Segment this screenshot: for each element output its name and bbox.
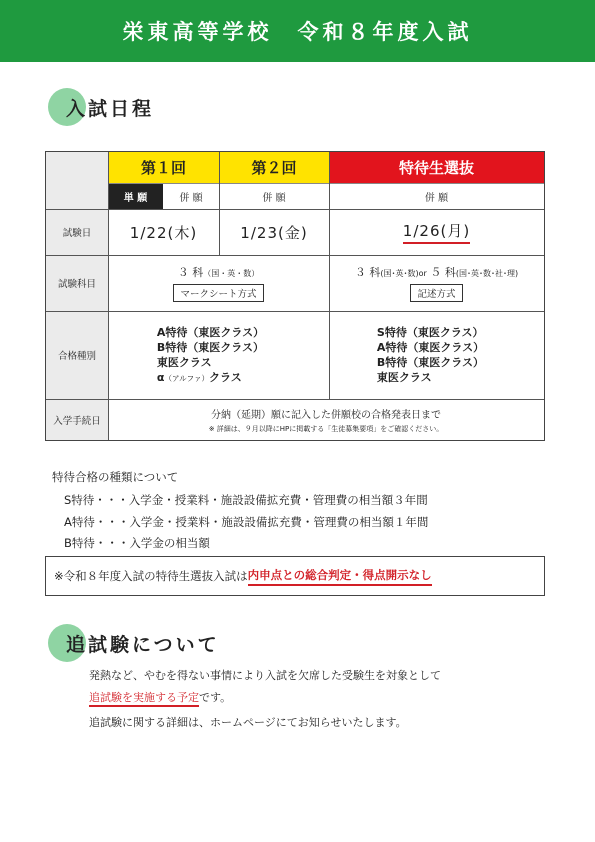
section-title: 追試験について: [66, 634, 220, 656]
sub-header-concurrent: 併 願: [179, 192, 203, 204]
makeup-highlight: 追試験を実施する予定: [89, 691, 199, 707]
notice-prefix: ※令和８年度入試の特待生選抜入試は: [54, 569, 248, 583]
header-title: 栄東高等学校 令和８年度入試: [122, 20, 473, 44]
grid-line: [46, 399, 544, 400]
subject-left-detail: （国・英・数）: [203, 269, 260, 278]
subject-left-cell: [108, 255, 329, 311]
date-round1: 1/22(木): [129, 223, 198, 242]
sub-header-concurrent: 併 願: [424, 192, 449, 204]
section-title: 入試日程: [66, 98, 155, 120]
pass-left-cell: [108, 311, 329, 399]
sub-header-concurrent: 併 願: [262, 192, 286, 204]
procedure-note: ※ 詳細は、９月以降にHPに掲載する「生徒募集要項」をご確認ください。: [208, 424, 444, 433]
pass-right-item: B特待（東医クラス）: [376, 356, 484, 369]
procedure-cell: [108, 399, 544, 440]
subject-right-detail-b: (国･英･数･社･理): [455, 269, 519, 278]
pass-right-item: S特待（東医クラス）: [376, 326, 484, 339]
alpha-note: （アルファ）: [164, 373, 210, 383]
procedure-main: 分納（延期）願に記入した併願校の合格発表日まで: [211, 409, 441, 421]
row-label-subject: 試験科目: [46, 255, 108, 311]
grid-line: [46, 311, 544, 312]
tokutai-notice-box: [45, 556, 545, 596]
row-label-pass: 合格種別: [46, 311, 108, 399]
row-label-procedure: 入学手続日: [46, 399, 108, 440]
date-tokutai: 1/26(月): [403, 220, 470, 244]
method-mark-sheet: マークシート方式: [173, 284, 263, 302]
header-round2: 第２回: [219, 152, 329, 183]
pass-right-item: 東医クラス: [376, 371, 432, 384]
header-round1: 第１回: [108, 152, 219, 183]
pass-left-item: B特待（東医クラス）: [156, 340, 264, 354]
makeup-line2: [89, 689, 231, 705]
header-tokutai: 特待生選抜: [329, 152, 544, 183]
grid-line: [46, 255, 544, 256]
subject-right-main-b: ５ 科: [430, 266, 456, 279]
pass-left-item: A特待（東医クラス）: [156, 325, 265, 339]
subject-right-detail-a: (国･英･数)or: [380, 269, 427, 278]
makeup-line1: 発熱など、やむを得ない事情により入試を欠席した受験生を対象として: [89, 669, 441, 682]
method-written: 記述方式: [410, 284, 462, 302]
tokutai-info-item: A特待・・・入学金・授業料・施設設備拡充費・管理費の相当額１年間: [64, 515, 429, 529]
grid-line: [219, 152, 220, 255]
row-label-date: 試験日: [46, 209, 108, 255]
schedule-table: [45, 151, 545, 441]
grid-line: [108, 183, 544, 184]
subject-right-main-a: ３ 科: [354, 266, 381, 279]
makeup-line2-rest: です。: [199, 691, 232, 704]
grid-line: [46, 209, 544, 210]
tokutai-info-item: S特待・・・入学金・授業料・施設設備拡充費・管理費の相当額３年間: [64, 493, 428, 507]
date-round2: 1/23(金): [240, 223, 308, 242]
pass-right-item: A特待（東医クラス）: [376, 341, 485, 354]
tokutai-info-item: B特待・・・入学金の相当額: [64, 536, 210, 550]
makeup-line3: 追試験に関する詳細は、ホームページにてお知らせいたします。: [89, 716, 407, 729]
grid-line: [108, 152, 109, 440]
pass-right-cell: [329, 311, 544, 399]
tokutai-info-title: 特待合格の種類について: [52, 470, 179, 484]
pass-left-item: 東医クラス: [156, 355, 212, 369]
notice-highlight: 内申点との総合判定・得点開示なし: [248, 567, 432, 586]
alpha-symbol: α: [156, 370, 165, 384]
date-tokutai-cell: [329, 209, 544, 255]
sub-header-single: 単 願: [108, 183, 163, 209]
subject-right-cell: [329, 255, 544, 311]
alpha-class: クラス: [209, 370, 242, 384]
subject-left-main: ３ 科: [177, 266, 204, 279]
grid-line: [329, 152, 330, 399]
table-corner-cell: [46, 152, 108, 209]
header-banner: [0, 0, 595, 62]
